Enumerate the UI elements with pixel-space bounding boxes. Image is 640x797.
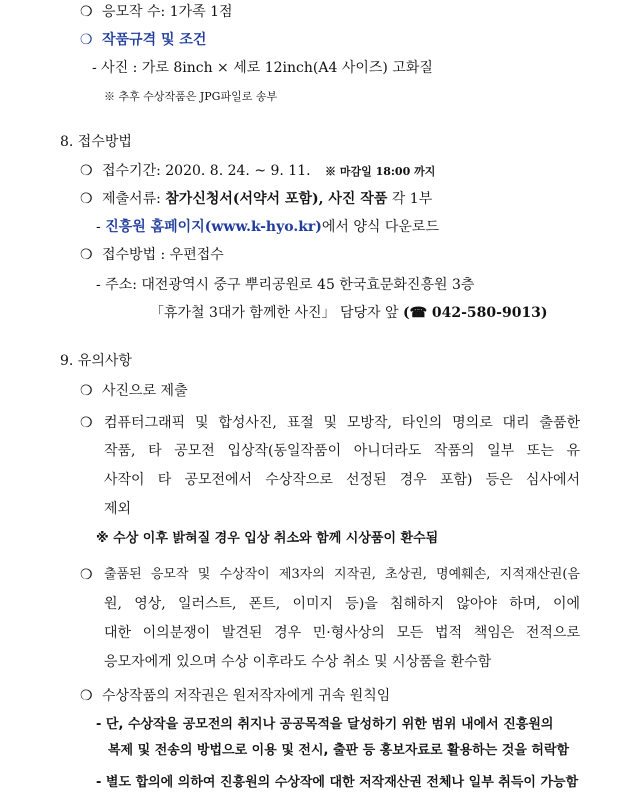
rights-line-3: 대한 이의분쟁이 발견된 경우 민·형사상의 모든 법적 책임은 전적으로	[104, 625, 580, 641]
method-line: ❍ 접수방법 : 우편접수	[80, 247, 224, 263]
circle-bullet-icon: ❍	[80, 688, 93, 704]
usage-line-2: 복제 및 전송의 방법으로 이용 및 전시, 출판 등 홍보자료로 활용하는 것을 허락함	[108, 743, 570, 758]
circle-bullet-icon: ❍	[80, 163, 93, 179]
circle-bullet-icon: ❍	[80, 247, 93, 263]
circle-bullet-icon: ❍	[80, 191, 93, 207]
photo-spec: - 사진 : 가로 8inch × 세로 12inch(A4 사이즈) 고화질	[92, 60, 433, 76]
section-9-title: 9. 유의사항	[60, 353, 132, 369]
documents-line: ❍ 제출서류: 참가신청서(서약서 포함), 사진 작품 각 1부	[80, 191, 433, 207]
usage-line-1: - 단, 수상작을 공모전의 취지나 공공목적을 달성하기 위한 범위 내에서 진흥원의	[96, 717, 554, 732]
exclusion-line-1: 컴퓨터그래픽 및 합성사진, 표절 및 모방작, 타인의 명의로 대리 출품한	[104, 415, 580, 431]
submit-photo-line: ❍ 사진으로 제출	[80, 383, 188, 399]
homepage-link[interactable]: 진흥원 홈페이지(www.k-hyo.kr)	[105, 219, 322, 235]
exclusion-line-2: 작품, 타 공모전 입상작(동일작품이 아니더라도 작품의 일부 또는 유	[104, 443, 580, 459]
circle-bullet-icon: ❍	[80, 4, 93, 20]
rights-line-1: 출품된 응모작 및 수상작이 제3자의 지작권, 초상권, 명예훼손, 지적재산권(음	[104, 567, 580, 582]
phone-number: (☎ 042-580-9013)	[402, 305, 548, 321]
circle-bullet-icon: ❍	[80, 383, 93, 399]
section-8-title: 8. 접수방법	[60, 134, 132, 150]
circle-bullet-icon: ❍	[80, 32, 93, 48]
rights-line-4: 응모자에게 있으며 수상 이후라도 수상 취소 및 시상품을 환수함	[104, 654, 492, 670]
revocation-note: ※ 수상 이후 밝혀질 경우 입상 취소와 함께 시상품이 환수됨	[96, 531, 439, 546]
jpg-note: ※ 추후 수상작품은 JPG파일로 송부	[104, 90, 278, 103]
circle-bullet-icon: ❍	[80, 415, 93, 431]
recipient-line: 「휴가철 3대가 함께한 사진」 담당자 앞 (☎ 042-580-9013)	[150, 305, 548, 321]
rights-line-2: 원, 영상, 일러스트, 폰트, 이미지 등)을 침해하지 않아야 하며, 이에	[104, 596, 580, 612]
homepage-line: - 진흥원 홈페이지(www.k-hyo.kr)에서 양식 다운로드	[96, 219, 439, 235]
separate-agreement-line: - 별도 합의에 의하여 진흥원의 수상작에 대한 저작재산권 전체나 일부 취득이 가능함	[96, 775, 579, 790]
exclusion-line-4: 제외	[104, 501, 132, 517]
circle-bullet-icon: ❍	[80, 567, 93, 583]
period-line: ❍ 접수기간: 2020. 8. 24. ~ 9. 11. ※ 마감일 18:00 까지	[80, 163, 436, 179]
address-line: - 주소: 대전광역시 중구 뿌리공원로 45 한국효문화진흥원 3층	[96, 277, 475, 293]
deadline-note: ※ 마감일 18:00 까지	[325, 165, 436, 178]
exclusion-line-3: 사작이 타 공모전에서 수상작으로 선정된 경우 포함) 등은 심사에서	[104, 472, 580, 488]
spec-heading: ❍ 작품규격 및 조건	[80, 32, 207, 48]
entry-count-line: ❍ 응모작 수: 1가족 1점	[80, 4, 233, 20]
copyright-line: ❍ 수상작품의 저작권은 원저작자에게 귀속 원칙임	[80, 688, 391, 704]
